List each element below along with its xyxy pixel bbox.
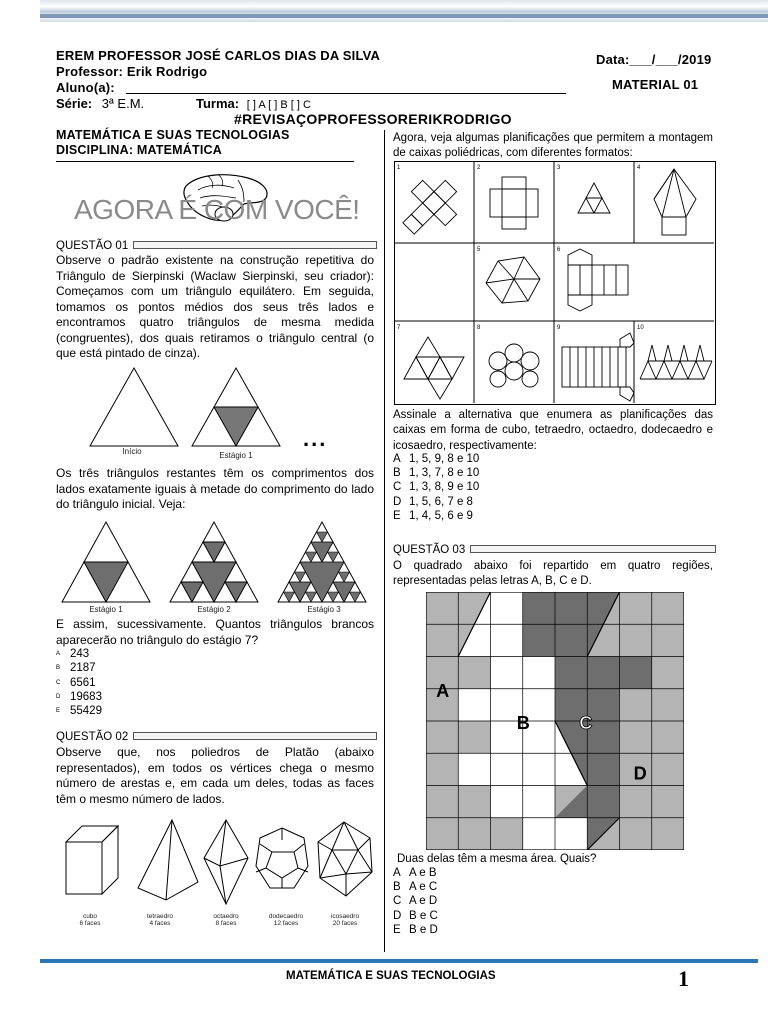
q1-option-d[interactable]: D 19683 xyxy=(56,691,102,704)
net-number-2: 2 xyxy=(477,165,481,171)
q1-option-e[interactable]: E 55429 xyxy=(56,705,102,718)
q1-option-b[interactable]: B 2187 xyxy=(56,662,96,675)
top-decorative-banner xyxy=(40,0,768,22)
q1-text2: Os três triângulos restantes têm os comprimentos dos lados exatamente iguais à metade do comprimento do lado do triângulo inicial. Veja: xyxy=(56,466,374,511)
q3-option-d[interactable]: D B e C xyxy=(393,909,438,922)
nets-option-b[interactable]: B 1, 3, 7, 8 e 10 xyxy=(393,467,480,480)
net-number-8: 8 xyxy=(477,325,481,331)
footer-rule xyxy=(40,959,758,963)
q2-label: QUESTÃO 02 xyxy=(56,731,129,743)
turma-label: Turma: xyxy=(196,96,240,111)
caption-estagio-1: Estágio 1 xyxy=(89,605,123,614)
q3-options xyxy=(393,866,438,937)
turma-options[interactable]: [ ] A [ ] B [ ] C xyxy=(246,99,311,111)
q2-text: Observe que, nos poliedros de Platão (abaixo representados), em todos os vértices chega o mesmo número de arestas e, em cada um deles, todas as faces têm o mesmo número de lados. xyxy=(56,745,374,806)
solid-name-icosa: icosaedro xyxy=(330,913,360,920)
net-number-6: 6 xyxy=(557,247,561,253)
solid-name-dodeca: dodecaedro xyxy=(268,913,304,920)
subject-area: MATEMÁTICA E SUAS TECNOLOGIAS xyxy=(56,128,290,142)
solid-faces-octa: 8 faces xyxy=(215,920,237,927)
q1-option-a[interactable]: A 243 xyxy=(56,648,90,661)
serie-label: Série: xyxy=(56,96,93,111)
q3-text: O quadrado abaixo foi repartido em quatro regiões, representadas pelas letras A, B, C e D. xyxy=(393,560,713,588)
nets-option-d[interactable]: D 1, 5, 6, 7 e 8 xyxy=(393,495,473,508)
nets-option-a[interactable]: A 1, 5, 9, 8 e 10 xyxy=(393,453,480,465)
net-number-10: 10 xyxy=(637,325,644,331)
q3-option-b[interactable]: B A e C xyxy=(393,881,438,894)
q3-option-e[interactable]: E B e D xyxy=(393,923,438,936)
column-divider xyxy=(384,130,385,952)
q1-text: Observe o padrão existente na construção repetitiva do Triângulo de Sierpinski (Waclaw Sierpinski, seu criador): Começamos com um triângulo equilátero. Em seguida, tomamos os pontos médios dos seus três lados e encontramos quatro triângulos de mesma medida (congruentes), dos quais retiramos o triângulo central (o que está pintado de cinza). xyxy=(56,253,374,360)
caption-inicio: Início xyxy=(122,447,142,456)
solid-name-tetra: tetraedro xyxy=(146,913,174,920)
net-number-4: 4 xyxy=(637,165,641,171)
region-a-label: A xyxy=(436,680,450,701)
serie-value: 3ª E.M. xyxy=(101,96,145,111)
caption-estagio-2: Estágio 2 xyxy=(197,605,231,614)
region-b-label: B xyxy=(516,713,530,734)
q3-label: QUESTÃO 03 xyxy=(393,544,466,556)
q1-option-c[interactable]: C 6561 xyxy=(56,676,96,689)
solid-faces-cube: 6 faces xyxy=(79,920,101,927)
school-name: EREM PROFESSOR JOSÉ CARLOS DIAS DA SILVA xyxy=(56,48,381,63)
sierpinski-stages-figure xyxy=(60,520,370,606)
solid-name-cube: cubo xyxy=(82,913,98,920)
top-decorative-stripe xyxy=(40,14,768,18)
q3-option-c[interactable]: C A e D xyxy=(393,895,438,908)
nets-intro: Agora, veja algumas planificações que permitem a montagem de caixas poliédricas, com diferentes formatos: xyxy=(393,132,713,160)
q1-text3: E assim, sucessivamente. Quantos triângulos brancos aparecerão no triângulo do estágio 7? xyxy=(56,617,374,647)
net-number-7: 7 xyxy=(397,325,401,331)
student-label: Aluno(a): xyxy=(56,80,115,95)
net-number-1: 1 xyxy=(397,165,401,171)
material-number: MATERIAL 01 xyxy=(612,77,699,92)
solid-name-octa: octaedro xyxy=(213,913,239,920)
student-name-line[interactable] xyxy=(126,93,566,94)
nets-option-c[interactable]: C 1, 3, 8, 9 e 10 xyxy=(393,481,480,494)
banner-text: AGORA É COM VOCÊ! xyxy=(74,194,360,225)
q3-square-grid xyxy=(426,592,684,850)
region-d-label: D xyxy=(633,763,647,784)
net-number-5: 5 xyxy=(477,247,481,253)
solid-faces-tetra: 4 faces xyxy=(149,920,171,927)
hashtag: #REVISAÇOPROFESSORERIKRODRIGO xyxy=(234,111,512,127)
discipline: DISCIPLINA: MATEMÁTICA xyxy=(56,143,222,157)
q2-label-bar xyxy=(133,732,377,740)
date-field: Data:___/___/2019 xyxy=(596,52,712,67)
q3-question: Duas delas têm a mesma área. Quais? xyxy=(397,853,597,865)
ellipsis: ... xyxy=(303,426,328,451)
nets-options xyxy=(393,452,479,523)
q3-option-a[interactable]: A A e B xyxy=(393,867,437,879)
q3-label-bar xyxy=(470,545,716,553)
teacher-name: Professor: Erik Rodrigo xyxy=(56,64,208,79)
q1-options xyxy=(56,647,102,719)
net-number-9: 9 xyxy=(557,325,561,331)
caption-estagio-3: Estágio 3 xyxy=(307,605,341,614)
caption-estagio-1-top: Estágio 1 xyxy=(219,451,253,460)
region-c-label: C xyxy=(579,713,593,734)
solid-faces-dodeca: 12 faces xyxy=(273,920,299,927)
solid-faces-icosa: 20 faces xyxy=(332,920,358,927)
platonic-solids-figure xyxy=(58,816,378,912)
q1-label-bar xyxy=(133,241,377,249)
nets-option-e[interactable]: E 1, 4, 5, 6 e 9 xyxy=(393,509,473,522)
nets-question: Assinale a alternativa que enumera as planificações das caixas em forma de cubo, tetraedro, octaedro, dodecaedro e icosaedro, respectivamente: xyxy=(393,409,713,452)
discipline-underline xyxy=(56,161,354,162)
q1-label: QUESTÃO 01 xyxy=(56,240,129,252)
footer-text: MATEMÁTICA E SUAS TECNOLOGIAS xyxy=(286,970,496,982)
nets-figure xyxy=(394,161,716,405)
page-number: 1 xyxy=(678,966,689,991)
net-number-3: 3 xyxy=(557,165,561,171)
